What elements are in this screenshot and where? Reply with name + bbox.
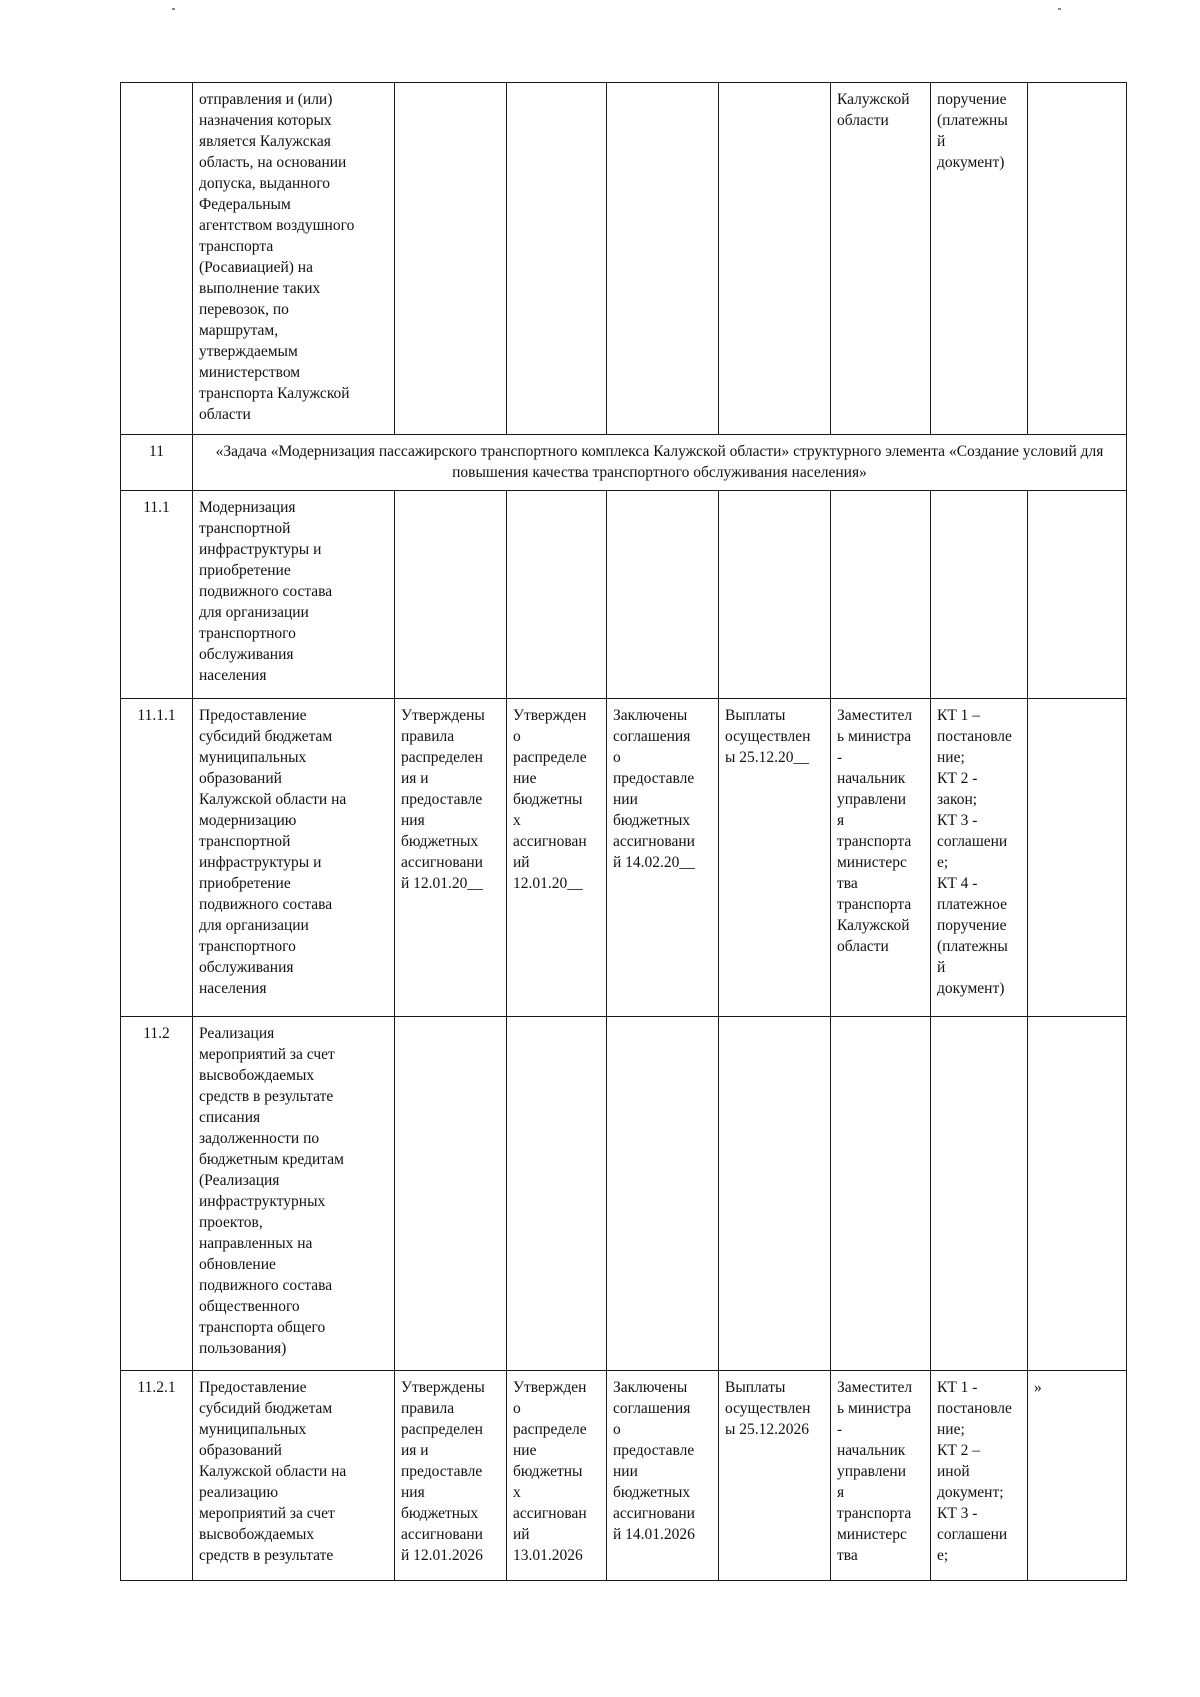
responsible-person: Калужской области (831, 83, 931, 435)
responsible-person (831, 491, 931, 699)
responsible-person (831, 1017, 931, 1371)
event-name: Реализация мероприятий за счет высвобождаемых средств в результате списания задолженности по бюджетным кредитам (Реализация инфраструктурных проектов, направленных на обновление подвижного состава общественного транспорта общего пользования) (193, 1017, 395, 1371)
event-name: Предоставление субсидий бюджетам муниципальных образований Калужской области на модернизацию транспортной инфраструктуры и приобретение подвижного состава для организации транспортного обслуживания населения (193, 699, 395, 1017)
closing-quote: » (1028, 1371, 1127, 1581)
event-name: Модернизация транспортной инфраструктуры и приобретение подвижного состава для организации транспортного обслуживания населения (193, 491, 395, 699)
table-row (121, 1371, 1127, 1581)
control-point-1 (395, 491, 507, 699)
control-point-2 (507, 83, 607, 435)
control-point-2: Утвержден о распределе ние бюджетны х ассигнован ий 13.01.2026 (507, 1371, 607, 1581)
control-point-1: Утверждены правила распределен ия и предоставле ния бюджетных ассигновани й 12.01.2026 (395, 1371, 507, 1581)
scan-mark (172, 8, 175, 10)
row-number: 11.2.1 (121, 1371, 193, 1581)
control-point-4 (719, 491, 831, 699)
event-name: отправления и (или) назначения которых является Калужская область, на основании допуска, выданного Федеральным агентством воздушного транспорта (Росавиацией) на выполнение таких перевозок, по маршрутам, утверждаемым министерством транспорта Калужской области (193, 83, 395, 435)
row-number: 11.1 (121, 491, 193, 699)
responsible-person: Заместител ь министра - начальник управлени я транспорта министерс тва (831, 1371, 931, 1581)
control-point-2 (507, 1017, 607, 1371)
control-point-4: Выплаты осуществлен ы 25.12.2026 (719, 1371, 831, 1581)
responsible-person: Заместител ь министра - начальник управлени я транспорта министерс тва транспорта Калужской области (831, 699, 931, 1017)
extra-column (1028, 491, 1127, 699)
control-point-4 (719, 83, 831, 435)
confirming-document: КТ 1 – постановле ние; КТ 2 - закон; КТ 3 - соглашени е; КТ 4 - платежное поручение (платежны й документ) (931, 699, 1028, 1017)
row-number: 11.1.1 (121, 699, 193, 1017)
control-point-3 (607, 1017, 719, 1371)
control-point-2 (507, 491, 607, 699)
row-number: 11.2 (121, 1017, 193, 1371)
control-point-4 (719, 1017, 831, 1371)
row-number (121, 83, 193, 435)
control-point-2: Утвержден о распределе ние бюджетны х ассигнован ий 12.01.20__ (507, 699, 607, 1017)
row-number: 11 (121, 435, 193, 491)
control-point-4: Выплаты осуществлен ы 25.12.20__ (719, 699, 831, 1017)
task-title: «Задача «Модернизация пассажирского транспортного комплекса Калужской области» структурного элемента «Создание условий для повышения качества транспортного обслуживания населения» (193, 435, 1127, 491)
control-points-table (120, 82, 1127, 1581)
event-name: Предоставление субсидий бюджетам муниципальных образований Калужской области на реализацию мероприятий за счет высвобождаемых средств в результате (193, 1371, 395, 1581)
control-point-3: Заключены соглашения о предоставле нии бюджетных ассигновани й 14.02.20__ (607, 699, 719, 1017)
control-point-1 (395, 1017, 507, 1371)
confirming-document (931, 491, 1028, 699)
extra-column (1028, 1017, 1127, 1371)
confirming-document: КТ 1 - постановле ние; КТ 2 – иной документ; КТ 3 - соглашени е; (931, 1371, 1028, 1581)
control-point-1 (395, 83, 507, 435)
table-row (121, 1017, 1127, 1371)
control-point-1: Утверждены правила распределен ия и предоставле ния бюджетных ассигновани й 12.01.20__ (395, 699, 507, 1017)
scan-mark (1058, 8, 1061, 10)
confirming-document (931, 1017, 1028, 1371)
confirming-document: поручение (платежны й документ) (931, 83, 1028, 435)
table-row (121, 699, 1127, 1017)
control-point-3: Заключены соглашения о предоставле нии бюджетных ассигновани й 14.01.2026 (607, 1371, 719, 1581)
task-row (121, 435, 1127, 491)
control-point-3 (607, 491, 719, 699)
control-point-3 (607, 83, 719, 435)
extra-column (1028, 83, 1127, 435)
table-row (121, 491, 1127, 699)
table-row (121, 83, 1127, 435)
extra-column (1028, 699, 1127, 1017)
